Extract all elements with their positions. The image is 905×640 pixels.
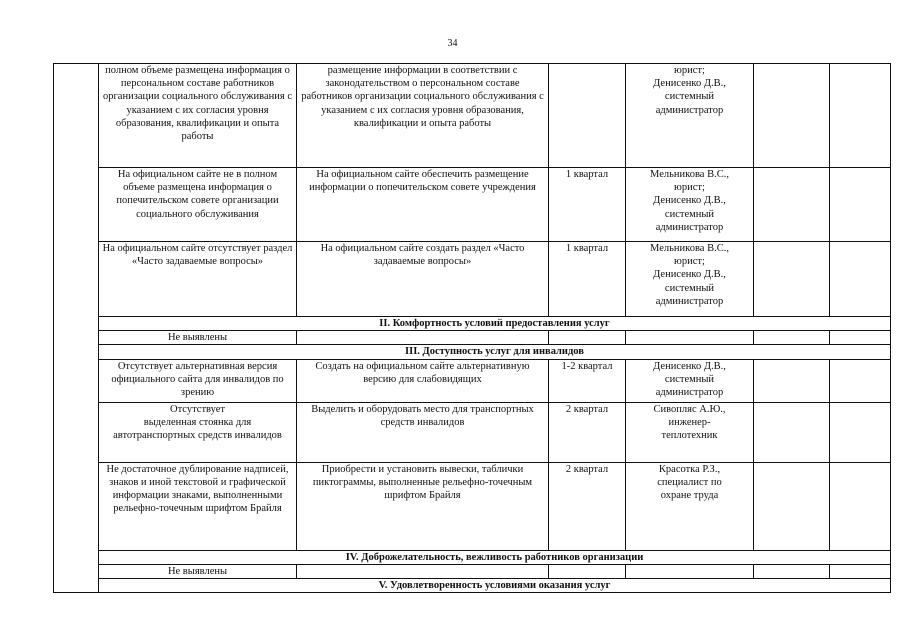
deadline-cell: 1 квартал bbox=[549, 242, 626, 317]
shortcoming-cell: Отсутствует выделенная стоянка для автотранспортных средств инвалидов bbox=[99, 402, 297, 462]
date-cell bbox=[830, 359, 891, 402]
measure-cell: Приобрести и установить вывески, таблички пиктограммы, выполненные рельефно-точечным шрифтом Брайля bbox=[297, 462, 549, 550]
responsible-cell: Мельникова В.С., юрист; Денисенко Д.В., системный администратор bbox=[626, 242, 754, 317]
deadline-cell: 2 квартал bbox=[549, 462, 626, 550]
responsible-cell: Красотка Р.З., специалист по охране труда bbox=[626, 462, 754, 550]
section-title: III. Доступность услуг для инвалидов bbox=[99, 345, 891, 359]
measure-cell bbox=[297, 564, 549, 578]
result-cell bbox=[754, 462, 830, 550]
table-row bbox=[54, 64, 891, 168]
page-number: 34 bbox=[447, 38, 458, 49]
measure-cell: На официальном сайте обеспечить размещение информации о попечительском совете учреждения bbox=[297, 168, 549, 242]
date-cell bbox=[830, 242, 891, 317]
table-row bbox=[54, 402, 891, 462]
responsible-cell: юрист; Денисенко Д.В., системный администратор bbox=[626, 64, 754, 168]
measure-cell: Выделить и оборудовать место для транспортных средств инвалидов bbox=[297, 402, 549, 462]
shortcoming-cell: Отсутствует альтернативная версия официального сайта для инвалидов по зрению bbox=[99, 359, 297, 402]
result-cell bbox=[754, 402, 830, 462]
date-cell bbox=[830, 402, 891, 462]
deadline-cell bbox=[549, 64, 626, 168]
table-row bbox=[54, 359, 891, 402]
result-cell bbox=[754, 564, 830, 578]
result-cell bbox=[754, 359, 830, 402]
date-cell bbox=[830, 462, 891, 550]
result-cell bbox=[754, 331, 830, 345]
deadline-cell: 1 квартал bbox=[549, 168, 626, 242]
date-cell bbox=[830, 331, 891, 345]
section-header-row bbox=[54, 317, 891, 331]
result-cell bbox=[754, 64, 830, 168]
responsible-cell: Сивопляс А.Ю., инженер- теплотехник bbox=[626, 402, 754, 462]
measure-cell bbox=[297, 331, 549, 345]
measure-cell: Создать на официальном сайте альтернативную версию для слабовидящих bbox=[297, 359, 549, 402]
result-cell bbox=[754, 168, 830, 242]
table-row bbox=[54, 242, 891, 317]
table-row bbox=[54, 168, 891, 242]
improvement-plan-table bbox=[53, 63, 891, 593]
result-cell bbox=[754, 242, 830, 317]
section-title: V. Удовлетворенность условиями оказания услуг bbox=[99, 579, 891, 593]
section-header-row bbox=[54, 579, 891, 593]
shortcoming-cell: Не выявлены bbox=[99, 331, 297, 345]
date-cell bbox=[830, 64, 891, 168]
section-title: IV. Доброжелательность, вежливость работников организации bbox=[99, 550, 891, 564]
responsible-cell bbox=[626, 564, 754, 578]
responsible-cell: Денисенко Д.В., системный администратор bbox=[626, 359, 754, 402]
deadline-cell: 1-2 квартал bbox=[549, 359, 626, 402]
shortcoming-cell: полном объеме размещена информация о персональном составе работников организации социального обслуживания с указанием с их согласия уровня образования, квалификации и опыта работы bbox=[99, 64, 297, 168]
table-row bbox=[54, 462, 891, 550]
shortcoming-cell: На официальном сайте отсутствует раздел «Часто задаваемые вопросы» bbox=[99, 242, 297, 317]
deadline-cell bbox=[549, 331, 626, 345]
shortcoming-cell: Не достаточное дублирование надписей, знаков и иной текстовой и графической информации знаками, выполненными рельефно-точечным шрифтом Брайля bbox=[99, 462, 297, 550]
shortcoming-cell: На официальном сайте не в полном объеме размещена информация о попечительском совете организации социального обслуживания bbox=[99, 168, 297, 242]
table-row bbox=[54, 331, 891, 345]
measure-cell: На официальном сайте создать раздел «Часто задаваемые вопросы» bbox=[297, 242, 549, 317]
responsible-cell bbox=[626, 331, 754, 345]
deadline-cell bbox=[549, 564, 626, 578]
section-header-row bbox=[54, 345, 891, 359]
deadline-cell: 2 квартал bbox=[549, 402, 626, 462]
row-number-cell bbox=[54, 64, 99, 593]
section-header-row bbox=[54, 550, 891, 564]
date-cell bbox=[830, 564, 891, 578]
measure-cell: размещение информации в соответствии с законодательством о персональном составе работников организации социального обслуживания с указанием с их согласия уровня образования, квалификации и опыта работы bbox=[297, 64, 549, 168]
shortcoming-cell: Не выявлены bbox=[99, 564, 297, 578]
date-cell bbox=[830, 168, 891, 242]
table-row bbox=[54, 564, 891, 578]
section-title: II. Комфортность условий предоставления услуг bbox=[99, 317, 891, 331]
responsible-cell: Мельникова В.С., юрист; Денисенко Д.В., системный администратор bbox=[626, 168, 754, 242]
